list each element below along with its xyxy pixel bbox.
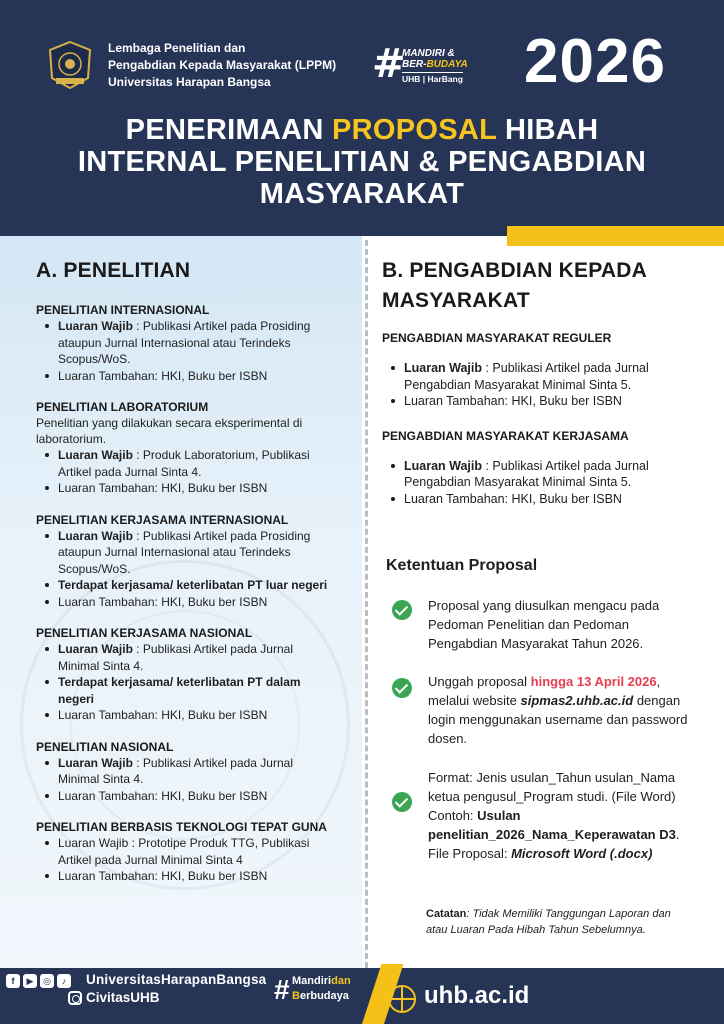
footer-md-line-2 — [292, 989, 351, 1004]
footer-mandiri: Mandiri — [292, 975, 332, 987]
instagram-icon — [68, 991, 82, 1005]
ketentuan-section — [386, 556, 706, 966]
facebook-icon[interactable]: f — [6, 974, 20, 988]
mandiri-berbudaya-tagline — [372, 41, 492, 88]
column-divider — [365, 240, 368, 968]
instagram-icon[interactable]: ◎ — [40, 974, 54, 988]
section-title: PENELITIAN KERJASAMA INTERNASIONAL — [36, 512, 289, 527]
kerjasama-text: Terdapat kerjasama/ keterlibatan PT dalam negeri — [58, 675, 301, 706]
section-title: PENGABDIAN MASYARAKAT REGULER — [382, 331, 612, 345]
list-item — [36, 641, 336, 674]
accent-bar — [507, 226, 724, 246]
penelitian-kerjasama-internasional-section — [36, 512, 336, 611]
title-line-2: INTERNAL PENELITIAN & PENGABDIAN — [77, 146, 647, 178]
social-icons — [6, 974, 71, 988]
pengabdian-heading-line-1: B. PENGABDIAN KEPADA — [382, 259, 647, 282]
penelitian-nasional-section — [36, 739, 336, 805]
item3-example: Usulan penelitian_2026_Nama_Keperawatan D3 — [428, 808, 676, 842]
list-item: Luaran Tambahan: HKI, Buku ber ISBN — [382, 393, 700, 410]
list-item: Luaran Tambahan: HKI, Buku ber ISBN — [36, 594, 336, 611]
luaran-wajib-text: : Publikasi Artikel pada Jurnal Pengabdian Masyarakat Minimal Sinta 5. — [404, 361, 649, 392]
luaran-wajib-text: : Publikasi Artikel pada Jurnal Minimal Sinta 4. — [58, 642, 293, 673]
item3-contoh: Contoh: — [428, 808, 478, 823]
item2-mid: , melalui website — [428, 674, 661, 708]
section-title: PENELITIAN BERBASIS TEKNOLOGI TEPAT GUNA — [36, 820, 327, 834]
pengabdian-column — [382, 256, 700, 507]
luaran-wajib-label: Luaran Wajib — [58, 448, 133, 462]
list-item: Luaran Tambahan: HKI, Buku ber ISBN — [36, 707, 336, 724]
footer-right — [362, 968, 724, 1024]
institution-line-2: Pengabdian Kepada Masyarakat (LPPM) — [108, 58, 337, 72]
list-item: Luaran Tambahan: HKI, Buku ber ISBN — [36, 788, 336, 805]
penelitian-ttg-section — [36, 819, 336, 885]
page-title — [0, 114, 724, 210]
title-highlight: PROPOSAL — [332, 114, 497, 146]
deadline-text: hingga 13 April 2026 — [530, 674, 657, 689]
ketentuan-title: Ketentuan Proposal — [386, 557, 538, 574]
list-item: Luaran Tambahan: HKI, Buku ber ISBN — [36, 480, 336, 497]
social-handle-primary[interactable]: UniversitasHarapanBangsa — [86, 972, 267, 987]
footer-mandiri-berbudaya — [292, 974, 351, 1004]
uhb-logo-icon — [46, 40, 94, 90]
list-item — [36, 577, 336, 594]
luaran-wajib-label: Luaran Wajib — [404, 458, 483, 473]
social-handle-secondary[interactable]: CivitasUHB — [86, 990, 160, 1005]
title-pre: PENERIMAAN — [125, 114, 332, 146]
luaran-wajib-text: : Produk Laboratorium, Publikasi Artikel pada Jurnal Sinta 4. — [58, 448, 310, 479]
catatan-label: Catatan — [426, 908, 467, 920]
tagline-budaya: BUDAYA — [426, 59, 468, 70]
check-icon — [392, 600, 412, 620]
luaran-wajib-text: : Publikasi Artikel pada Prosiding ataupun Jurnal Internasional atau Terindeks Scopus/WoS. — [58, 528, 311, 576]
list-item: Luaran Wajib : Prototipe Produk TTG, Publikasi Artikel pada Jurnal Minimal Sinta 4 — [36, 835, 336, 868]
title-post: HIBAH — [496, 114, 599, 146]
luaran-wajib-label: Luaran Wajib — [58, 642, 133, 656]
catatan-note — [426, 906, 686, 938]
list-item — [36, 528, 336, 578]
ketentuan-text — [428, 672, 690, 748]
check-icon — [392, 792, 412, 812]
list-item — [36, 674, 336, 707]
item2-post: dengan login menggunakan username dan password dosen. — [428, 693, 688, 746]
luaran-wajib-text: : Publikasi Artikel pada Jurnal Pengabdian Masyarakat Minimal Sinta 5. — [404, 458, 649, 489]
footer-dan: dan — [331, 975, 351, 987]
list-item: Luaran Tambahan: HKI, Buku ber ISBN — [382, 491, 700, 508]
luaran-wajib-label: Luaran Wajib — [404, 361, 483, 375]
title-line-3: MASYARAKAT — [259, 178, 465, 210]
footer-b: B — [292, 990, 300, 1002]
tagline-line-1: MANDIRI & — [402, 48, 455, 59]
luaran-wajib-label: Luaran Wajib — [58, 755, 133, 770]
footer-md-line-1 — [292, 974, 351, 989]
list-item — [36, 755, 336, 788]
institution-name — [108, 40, 336, 91]
penelitian-heading: A. PENELITIAN — [36, 259, 191, 282]
tagline-line-3: UHB | HarBang — [402, 74, 463, 84]
website-url[interactable]: uhb.ac.id — [424, 982, 530, 1009]
section-title: PENELITIAN KERJASAMA NASIONAL — [36, 626, 253, 640]
item3-mid: . File Proposal: — [428, 827, 680, 861]
item2-pre: Unggah proposal — [428, 674, 531, 689]
globe-icon — [388, 985, 416, 1013]
section-title: PENELITIAN INTERNASIONAL — [36, 303, 210, 317]
section-title: PENELITIAN LABORATORIUM — [36, 400, 209, 414]
list-item: Luaran Tambahan: HKI, Buku ber ISBN — [36, 868, 336, 885]
item3-file: Microsoft Word (.docx) — [511, 846, 653, 861]
luaran-wajib-text: : Publikasi Artikel pada Prosiding ataupun Jurnal Internasional atau Terindeks Scopus/WoS. — [58, 319, 311, 366]
tagline-ber: BER- — [402, 59, 427, 70]
luaran-wajib-label: Luaran Wajib — [58, 319, 133, 333]
luaran-wajib-text: : Publikasi Artikel pada Jurnal Minimal Sinta 4. — [58, 755, 293, 786]
penelitian-column — [36, 256, 336, 885]
ketentuan-text: Proposal yang diusulkan mengacu pada Pedoman Penelitian dan Pedoman Pengabdian Masyarakat Tahun 2026. — [428, 598, 660, 651]
list-item — [36, 447, 336, 480]
footer-hashtag-icon: # — [274, 974, 290, 1005]
pengabdian-kerjasama-section — [382, 428, 700, 508]
luaran-wajib-label: Luaran Wajib — [58, 528, 133, 543]
kerjasama-text: Terdapat kerjasama/ keterlibatan PT luar negeri — [58, 578, 328, 592]
item3-pre: Format: Jenis usulan_Tahun usulan_Nama ketua pengusul_Program studi. (File Word) — [428, 770, 676, 804]
section-description: Penelitian yang dilakukan secara eksperimental di laboratorium. — [36, 416, 303, 446]
pengabdian-reguler-section — [382, 330, 700, 410]
tiktok-icon[interactable]: ♪ — [57, 974, 71, 988]
hashtag-icon: # — [372, 41, 406, 87]
list-item: Luaran Tambahan: HKI, Buku ber ISBN — [36, 368, 336, 385]
list-item — [36, 318, 336, 368]
website-link: sipmas2.uhb.ac.id — [520, 693, 634, 708]
tagline-line-2 — [402, 59, 468, 70]
youtube-icon[interactable]: ▶ — [23, 974, 37, 988]
pengabdian-heading — [382, 256, 700, 316]
list-item — [382, 360, 700, 393]
penelitian-laboratorium-section — [36, 399, 336, 497]
title-line-1 — [0, 114, 724, 146]
section-title: PENELITIAN NASIONAL — [36, 739, 174, 754]
list-item — [382, 458, 700, 491]
penelitian-internasional-section — [36, 302, 336, 384]
institution-line-3: Universitas Harapan Bangsa — [108, 75, 271, 89]
catatan-text: : Tidak Memiliki Tanggungan Laporan dan atau Luaran Pada Hibah Tahun Sebelumnya. — [426, 908, 671, 936]
section-title: PENGABDIAN MASYARAKAT KERJASAMA — [382, 428, 629, 443]
footer-erbudaya: erbudaya — [299, 990, 349, 1002]
check-icon — [392, 678, 412, 698]
penelitian-kerjasama-nasional-section — [36, 625, 336, 724]
year-label: 2026 — [524, 27, 666, 96]
pengabdian-heading-line-2: MASYARAKAT — [382, 289, 530, 312]
institution-line-1: Lembaga Penelitian dan — [108, 41, 246, 55]
ketentuan-text — [428, 768, 690, 863]
